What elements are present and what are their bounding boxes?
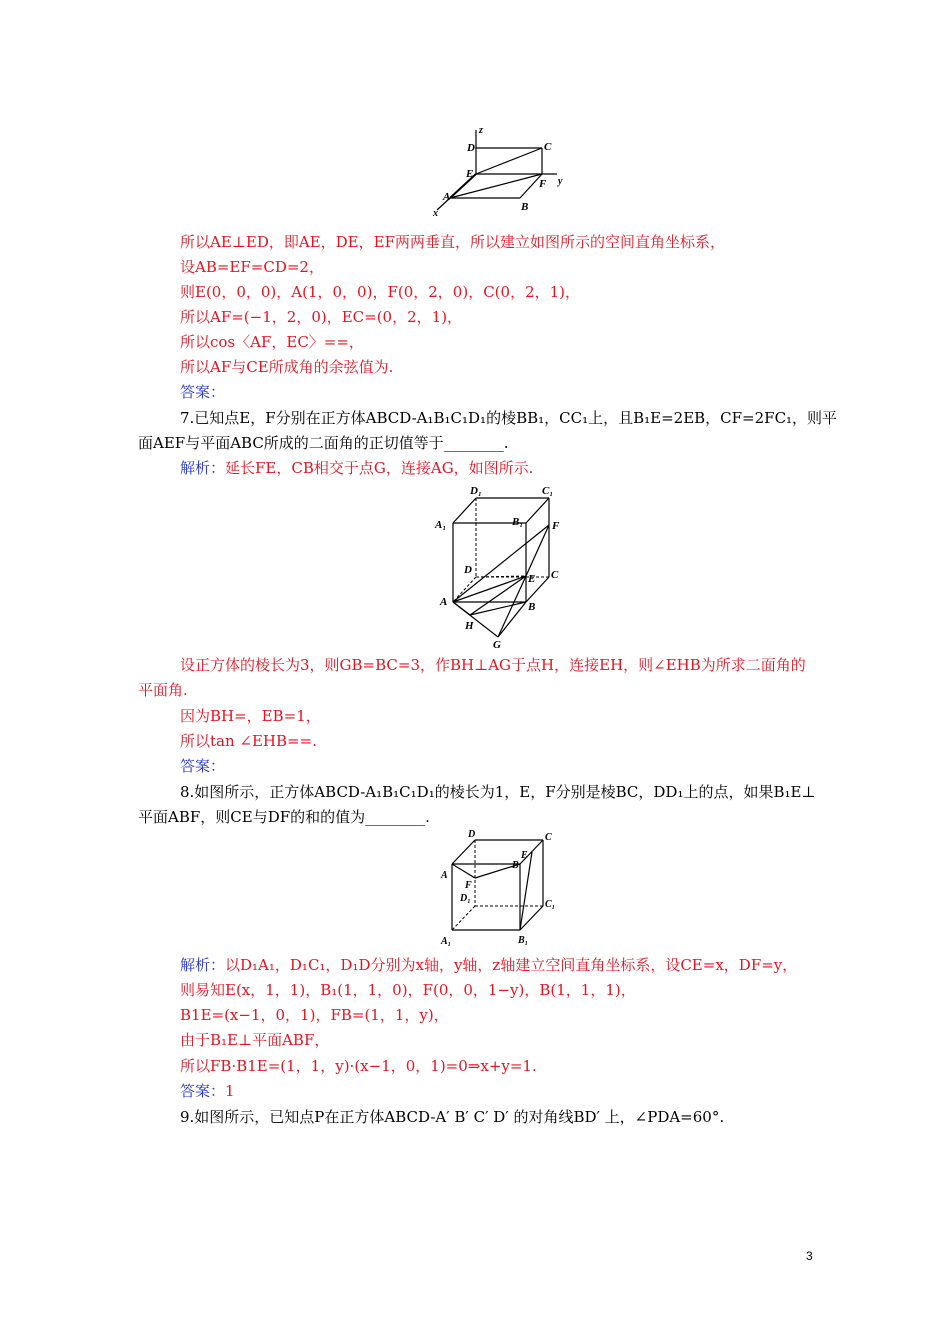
answer-label-6: 答案： xyxy=(180,383,226,401)
analysis-label: 解析： xyxy=(180,459,226,477)
analysis-label-8: 解析： xyxy=(180,956,226,974)
question-8-line-2: 平面ABF，则CE与DF的和的值为________. xyxy=(138,808,430,826)
figure-cube-dihedral xyxy=(430,480,570,650)
label-E: E xyxy=(528,573,536,585)
label-y: y xyxy=(558,176,563,187)
label-z: z xyxy=(479,125,483,136)
solution-8-line-4: 由于B₁E⊥平面ABF， xyxy=(180,1031,330,1049)
solution-8-line-1 xyxy=(180,955,797,975)
analysis-text-8: 以D₁A₁，D₁C₁，D₁D分别为x轴，y轴，z轴建立空间直角坐标系，设CE=x，DF=y， xyxy=(225,956,798,974)
answer-label-7: 答案： xyxy=(180,757,226,775)
answer-value-8: 1 xyxy=(225,1082,235,1100)
label-C: C xyxy=(545,832,552,843)
label-A1: A₁ xyxy=(441,936,452,947)
label-C1: C₁ xyxy=(545,899,556,910)
label-B: B xyxy=(521,201,529,213)
label-G: G xyxy=(493,639,501,650)
solution-7-line-3: 平面角. xyxy=(138,681,188,699)
figure-cube-perpendicular xyxy=(435,828,565,950)
label-A: A xyxy=(443,191,451,203)
analysis-text: 延长FE，CB相交于点G，连接AG，如图所示. xyxy=(225,459,534,477)
label-E: E xyxy=(521,850,528,861)
label-D1: D₁ xyxy=(460,893,471,904)
label-D1: D₁ xyxy=(470,485,482,497)
solution-line-4: 所以AF=(−1，2，0)，EC=(0，2，1)， xyxy=(180,308,463,326)
label-F: F xyxy=(552,520,560,532)
label-F: F xyxy=(465,880,472,891)
solution-7-line-2: 设正方体的棱长为3，则GB=BC=3，作BH⊥AG于点H，连接EH，则∠EHB为所求二面角的 xyxy=(180,656,806,674)
solution-line-3: 则E(0，0，0)，A(1，0，0)，F(0，2，0)，C(0，2，1)， xyxy=(180,283,581,301)
solution-line-2: 设AB=EF=CD=2， xyxy=(180,258,324,276)
label-B1: B₁ xyxy=(518,935,529,946)
question-7-line-1: 7.已知点E，F分别在正方体ABCD-A₁B₁C₁D₁的棱BB₁，CC₁上，且B₁E=2EB，CF=2FC₁，则平 xyxy=(180,409,838,427)
label-F: F xyxy=(539,178,547,190)
question-8-line-1: 8.如图所示，正方体ABCD-A₁B₁C₁D₁的棱长为1，E，F分别是棱BC，DD₁上的点，如果B₁E⊥ xyxy=(180,783,816,801)
solution-8-line-3: B1E=(x−1，0，1)，FB=(1，1，y)， xyxy=(180,1006,449,1024)
label-D: D xyxy=(464,564,472,576)
answer-label-8: 答案： xyxy=(180,1082,226,1100)
page-number: 3 xyxy=(806,1249,813,1263)
label-B: B xyxy=(528,601,536,613)
solution-line-6: 所以AF与CE所成角的余弦值为. xyxy=(180,358,394,376)
label-x: x xyxy=(433,208,438,219)
answer-8 xyxy=(180,1081,235,1101)
label-A: A xyxy=(441,870,448,881)
label-A: A xyxy=(440,596,448,608)
solution-8-line-2: 则易知E(x，1，1)，B₁(1，1，0)，F(0，0，1−y)，B(1，1，1)， xyxy=(180,981,636,999)
solution-line-5: 所以cos〈AF，EC〉==， xyxy=(180,333,364,351)
solution-line-1: 所以AE⊥ED，即AE，DE，EF两两垂直，所以建立如图所示的空间直角坐标系， xyxy=(180,233,725,251)
label-D: D xyxy=(468,829,476,840)
label-E: E xyxy=(466,168,474,180)
label-C: C xyxy=(551,569,559,581)
solution-7-line-4: 因为BH=，EB=1， xyxy=(180,707,321,725)
label-B: B xyxy=(512,860,519,871)
figure-coordinate-system xyxy=(425,122,575,222)
solution-7-line-5: 所以tan ∠EHB==. xyxy=(180,732,317,750)
solution-8-line-5: 所以FB·B1E=(1，1，y)·(x−1，0，1)=0⇒x+y=1. xyxy=(180,1057,537,1075)
label-H: H xyxy=(465,620,474,632)
question-9: 9.如图所示，已知点P在正方体ABCD-A′ B′ C′ D′ 的对角线BD′ 上，∠PDA=60°. xyxy=(180,1108,725,1126)
label-C1: C₁ xyxy=(542,485,554,497)
label-C: C xyxy=(544,141,552,153)
label-A1: A₁ xyxy=(435,519,447,531)
solution-7-intro xyxy=(180,458,533,478)
question-7-line-2: 面AEF与平面ABC所成的二面角的正切值等于________. xyxy=(138,434,509,452)
label-B1: B₁ xyxy=(512,516,524,528)
label-D: D xyxy=(467,142,475,154)
